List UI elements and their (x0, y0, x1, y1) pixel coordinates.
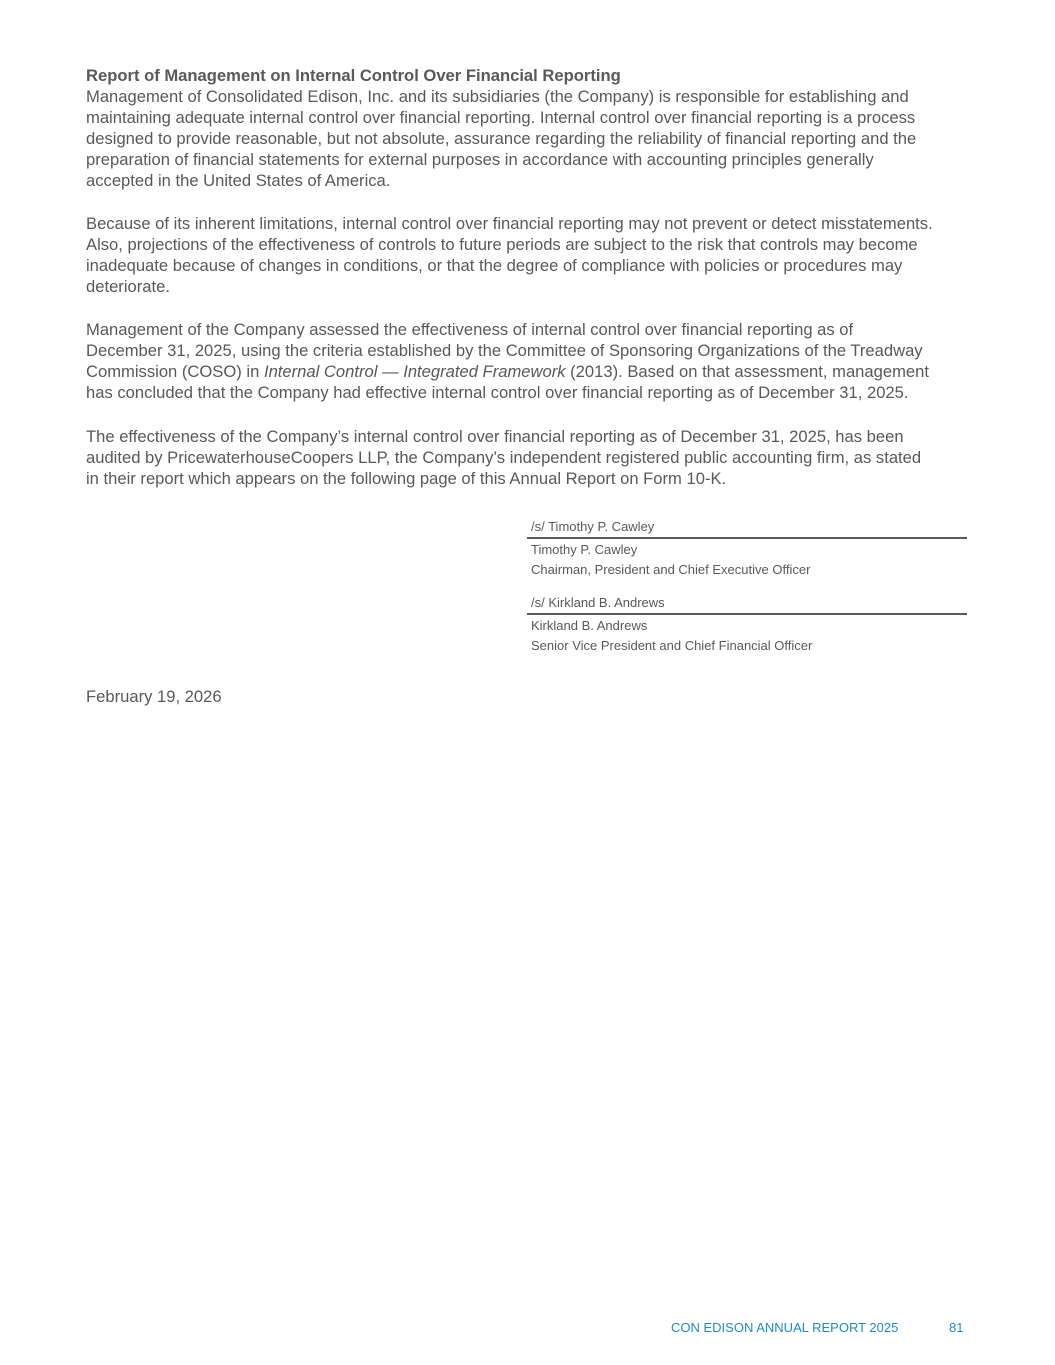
paragraph-line: Management of Consolidated Edison, Inc. and its subsidiaries (the Company) is responsible for establishing and (86, 87, 909, 106)
report-date: February 19, 2026 (86, 687, 222, 706)
page-title: Report of Management on Internal Control Over Financial Reporting (86, 66, 621, 85)
paragraph-line: Also, projections of the effectiveness of controls to future periods are subject to the risk that controls may become (86, 235, 918, 254)
paragraph-line: preparation of financial statements for external purposes in accordance with accounting principles generally (86, 150, 874, 169)
signer-title: Chairman, President and Chief Executive Officer (531, 562, 811, 577)
footer-report-name: CON EDISON ANNUAL REPORT 2025 (671, 1320, 899, 1335)
paragraph-line: has concluded that the Company had effective internal control over financial reporting as of December 31, 2025. (86, 383, 909, 402)
text: (2013). Based on that assessment, management (565, 362, 929, 381)
signature-block-cfo (527, 593, 967, 656)
signature-block-ceo (527, 517, 967, 580)
framework-title: Internal Control — Integrated Framework (263, 362, 566, 381)
paragraph-line: December 31, 2025, using the criteria established by the Committee of Sponsoring Organizations of the Treadway (86, 341, 923, 360)
paragraph-line: designed to provide reasonable, but not absolute, assurance regarding the reliability of financial reporting and the (86, 129, 917, 148)
text: Commission (COSO) in (86, 362, 264, 381)
signature-line: /s/ Kirkland B. Andrews (527, 593, 967, 615)
paragraph-line: maintaining adequate internal control over financial reporting. Internal control over financial reporting is a process (86, 108, 916, 127)
signer-name: Kirkland B. Andrews (531, 618, 648, 633)
paragraph-line: deteriorate. (86, 277, 170, 296)
signer-title: Senior Vice President and Chief Financial Officer (531, 638, 813, 653)
paragraph-line: The effectiveness of the Company’s internal control over financial reporting as of December 31, 2025, has been (86, 427, 904, 446)
paragraph-line: Management of the Company assessed the effectiveness of internal control over financial reporting as of (86, 320, 854, 339)
signer-name: Timothy P. Cawley (531, 542, 638, 557)
page-number: 81 (949, 1320, 964, 1335)
paragraph-line (86, 361, 929, 382)
paragraph-line: Because of its inherent limitations, internal control over financial reporting may not prevent or detect misstatements. (86, 214, 933, 233)
paragraph-line: audited by PricewaterhouseCoopers LLP, the Company’s independent registered public accounting firm, as stated (86, 448, 922, 467)
signature-line: /s/ Timothy P. Cawley (527, 517, 967, 539)
paragraph-line: in their report which appears on the following page of this Annual Report on Form 10-K. (86, 469, 727, 488)
paragraph-line: accepted in the United States of America. (86, 171, 391, 190)
paragraph-line: inadequate because of changes in conditions, or that the degree of compliance with policies or procedures may (86, 256, 903, 275)
